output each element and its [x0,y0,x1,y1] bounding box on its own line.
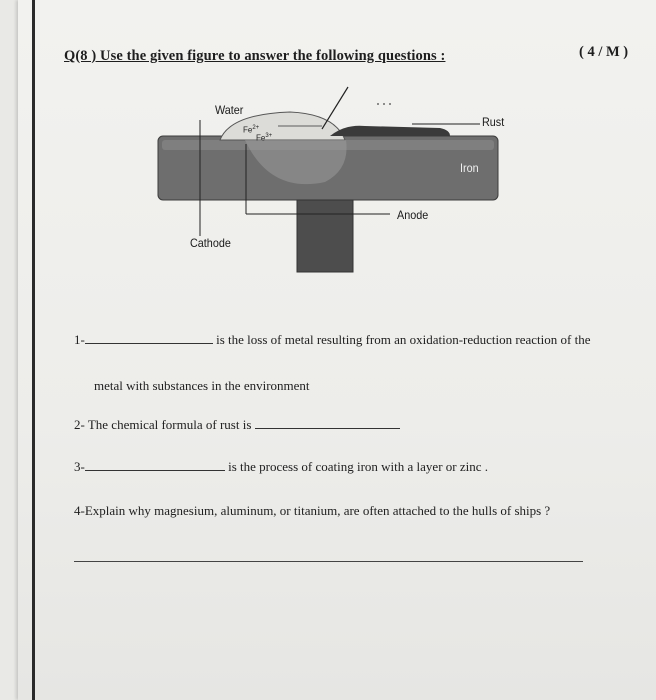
item-3-text: is the process of coating iron with a layer or zinc . [228,459,489,474]
question-title: Q(8 ) Use the given figure to answer the following questions : [64,48,446,64]
iron-stem [297,200,353,272]
rust-layer [330,126,450,136]
question-marks: ( 4 / M ) [579,44,629,60]
item-3 [74,459,488,474]
fe2-ion: $Fe^{2+}$ [243,125,260,135]
item-1-number: 1- [74,332,85,347]
cathode-label: Cathode [190,236,231,250]
item-1 [74,332,590,347]
item-3-number: 3- [74,459,85,474]
item-3-blank[interactable] [85,470,225,471]
item-1-continuation: metal with substances in the environment [94,378,310,393]
fe3-ion: $Fe^{3+}$ [256,133,273,143]
water-label: Water [215,103,244,117]
corrosion-figure [150,84,520,279]
item-2 [74,417,400,432]
item-2-text: 2- The chemical formula of rust is [74,417,252,432]
item-4: 4-Explain why magnesium, aluminum, or titanium, are often attached to the hulls of ships ? [74,503,551,518]
item-1-blank[interactable] [85,343,213,344]
margin-line [32,0,35,700]
iron-label: Iron [460,161,479,175]
item-4-answer-line[interactable] [74,561,583,562]
item-1-text: is the loss of metal resulting from an oxidation-reduction reaction of the [216,332,591,347]
anode-label: Anode [397,208,429,222]
item-2-blank[interactable] [255,428,400,429]
rust-label: Rust [482,115,505,129]
wire-line [322,87,348,129]
